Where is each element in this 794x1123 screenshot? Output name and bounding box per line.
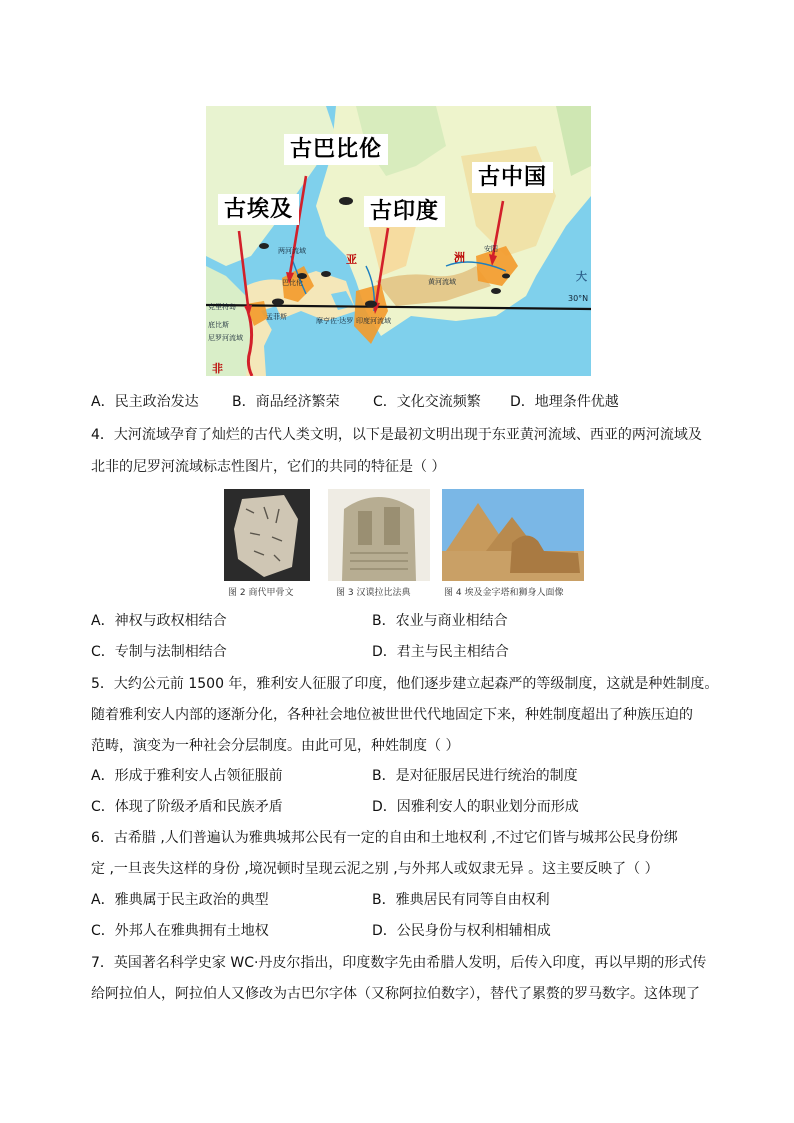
label-asia: 亚 <box>346 253 357 266</box>
q5-option-b[interactable]: B．是对征服居民进行统治的制度 <box>372 768 578 784</box>
q3-option-d[interactable]: D．地理条件优越 <box>510 394 619 410</box>
label-china: 古中国 <box>472 162 553 193</box>
label-egypt: 古埃及 <box>218 194 299 225</box>
q3-option-a[interactable]: A．民主政治发达 <box>91 394 199 410</box>
q6-option-d[interactable]: D．公民身份与权利相辅相成 <box>372 923 551 939</box>
label-30n: 30°N <box>568 294 589 303</box>
q5-stem-line-1: 5．大约公元前 1500 年，雅利安人征服了印度，他们逐步建立起森严的等级制度，这就是种姓制度。 <box>91 676 719 692</box>
q3-option-b[interactable]: B．商品经济繁荣 <box>232 394 340 410</box>
caption-oracle-bone: 图 2 商代甲骨文 <box>228 588 294 598</box>
hammurabi-code-image <box>328 489 430 581</box>
label-asia-2: 洲 <box>454 251 465 264</box>
q7-stem-line-1: 7．英国著名科学史家 WC·丹皮尔指出，印度数字先由希腊人发明，后传入印度，再以早期的形式传 <box>91 955 707 971</box>
label-thebes: 底比斯 <box>208 321 229 329</box>
label-babylon: 古巴比伦 <box>284 134 388 165</box>
label-ocean: 大 <box>576 270 587 283</box>
label-mohenjo-daro: 摩亨佐·达罗 <box>316 317 354 325</box>
label-india: 古印度 <box>364 196 445 227</box>
q4-option-b[interactable]: B．农业与商业相结合 <box>372 613 508 629</box>
q3-option-c[interactable]: C．文化交流频繁 <box>373 394 481 410</box>
q6-stem-line-1: 6．古希腊 ,人们普遍认为雅典城邦公民有一定的自由和土地权利 ,不过它们皆与城邦公民身份绑 <box>91 830 678 846</box>
q6-option-b[interactable]: B．雅典居民有同等自由权利 <box>372 892 550 908</box>
label-africa: 非 <box>212 362 223 375</box>
label-two-rivers: 两河流域 <box>278 247 306 255</box>
q4-option-a[interactable]: A．神权与政权相结合 <box>91 613 227 629</box>
q4-option-c[interactable]: C．专制与法制相结合 <box>91 644 227 660</box>
q4-stem-line-2: 北非的尼罗河流域标志性图片，它们的共同的特征是（ ） <box>91 459 446 475</box>
q5-option-a[interactable]: A．形成于雅利安人占领征服前 <box>91 768 283 784</box>
q7-stem-line-2: 给阿拉伯人，阿拉伯人又修改为古巴尔字体（又称阿拉伯数字），替代了累赘的罗马数字。这体现了 <box>91 986 700 1002</box>
label-memphis: 孟菲斯 <box>266 313 287 321</box>
ancient-civilizations-map <box>206 106 591 376</box>
map-land-svg <box>206 106 591 376</box>
label-nile-basin: 尼罗河流域 <box>208 334 243 342</box>
q5-option-d[interactable]: D．因雅利安人的职业划分而形成 <box>372 799 579 815</box>
label-yellow-river: 黄河流域 <box>428 278 456 286</box>
q6-option-c[interactable]: C．外邦人在雅典拥有土地权 <box>91 923 269 939</box>
q4-option-d[interactable]: D．君主与民主相结合 <box>372 644 509 660</box>
q5-option-c[interactable]: C．体现了阶级矛盾和民族矛盾 <box>91 799 283 815</box>
caption-hammurabi: 图 3 汉谟拉比法典 <box>336 588 411 598</box>
q6-option-a[interactable]: A．雅典属于民主政治的典型 <box>91 892 269 908</box>
q4-stem-line-1: 4．大河流域孕育了灿烂的古代人类文明，以下是最初文明出现于东亚黄河流域、西亚的两河流域及 <box>91 427 702 443</box>
q5-stem-line-3: 范畴，演变为一种社会分层制度。由此可见，种姓制度（ ） <box>91 738 460 754</box>
q5-stem-line-2: 随着雅利安人内部的逐渐分化，各种社会地位被世世代代地固定下来，种姓制度超出了种族压迫的 <box>91 707 693 723</box>
q4-photo-strip <box>224 489 584 601</box>
label-indus-basin: 印度河流域 <box>356 317 391 325</box>
label-crete: 克里特岛 <box>208 303 236 311</box>
pyramid-sphinx-image <box>442 489 584 581</box>
caption-pyramid: 图 4 埃及金字塔和狮身人面像 <box>444 588 564 598</box>
q6-stem-line-2: 定 ,一旦丧失这样的身份 ,境况顿时呈现云泥之别 ,与外邦人或奴隶无异 。这主要反映了（ ） <box>91 861 659 877</box>
oracle-bone-image <box>224 489 310 581</box>
label-anyang: 安阳 <box>484 245 498 253</box>
label-babylon-city: 巴比伦 <box>282 279 303 287</box>
